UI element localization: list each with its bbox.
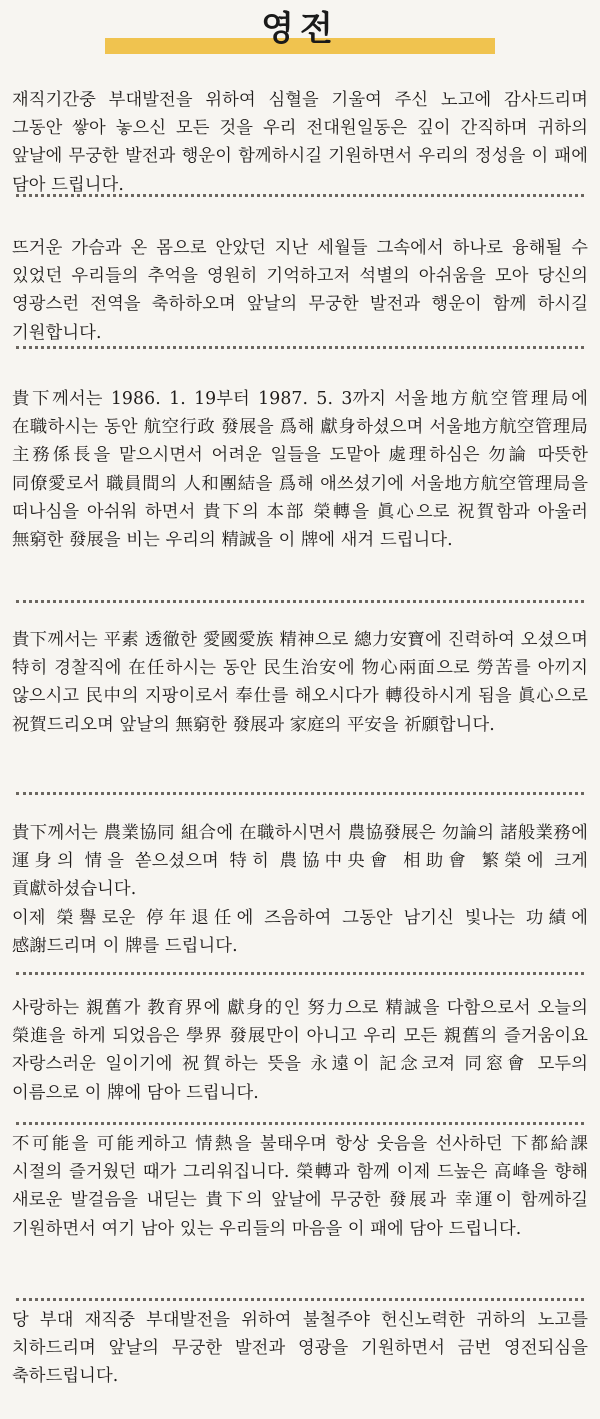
phrase-paragraph-7: 不可能을 可能케하고 情熱을 불태우며 항상 웃음을 선사하던 下都給課 시절의 즐거웠던 때가 그리워집니다. 榮轉과 함께 이제 드높은 高峰을 향해 새로운 발걸음을 내딛는 貴下의 앞날에 무궁한 發展과 幸運이 함께하길 기원하면서 여기 남아 있는 우리들의 마음을 이 패에 담아 드립니다.: [12, 1134, 588, 1239]
dotted-divider: [16, 600, 584, 603]
dotted-divider: [16, 792, 584, 795]
dotted-divider: [16, 1122, 584, 1125]
dotted-divider: [16, 1298, 584, 1301]
phrase-paragraph-8: 당 부대 재직중 부대발전을 위하여 불철주야 헌신노력한 귀하의 노고를 치하드리며 앞날의 무궁한 발전과 영광을 기원하면서 금번 영전되심을 축하드립니다.: [12, 1310, 588, 1387]
phrase-paragraph-1: 재직기간중 부대발전을 위하여 심혈을 기울여 주신 노고에 감사드리며 그동안 쌓아 놓으신 모든 것을 우리 전대원일동은 깊이 간직하며 귀하의 앞날에 무궁한 발전과 행운이 함께하시길 기원하면서 우리의 정성을 이 패에 담아 드립니다.: [12, 90, 588, 195]
page-title: 영전: [261, 9, 339, 49]
dotted-divider: [16, 972, 584, 975]
dotted-divider: [16, 194, 584, 197]
dotted-divider: [16, 346, 584, 349]
phrase-paragraph-4: 貴下께서는 平素 透徹한 愛國愛族 精神으로 總力安寶에 진력하여 오셨으며 特히 경찰직에 在任하시는 동안 民生治安에 物心兩面으로 勞苦를 아끼지 않으시고 民中의 지팡이로서 奉仕를 해오시다가 轉役하시게 됨을 眞心으로 祝賀드리오며 앞날의 無窮한 發展과 家庭의 平安을 祈願합니다.: [12, 630, 588, 735]
title-block: [0, 0, 600, 70]
phrase-paragraph-6: 사랑하는 親舊가 教育界에 獻身的인 努力으로 精誠을 다함으로서 오늘의 榮進을 하게 되었음은 學界 發展만이 아니고 우리 모든 親舊의 즐거움이요 자랑스러운 일이기에 祝賀하는 뜻을 永遠이 記念코져 同窓會 모두의 이름으로 이 牌에 담아 드립니다.: [12, 998, 588, 1103]
phrase-paragraph-3: 貴下께서는 1986. 1. 19부터 1987. 5. 3까지 서울地方航空管理局에 在職하시는 동안 航空行政 發展을 爲해 獻身하셨으며 서울地方航空管理局 主務係長을 맡으시면서 어려운 일들을 도맡아 處理하심은 勿論 따뜻한 同僚愛로서 職員間의 人和團結을 爲해 애쓰셨기에 서울地方航空管理局을 떠나심을 아쉬워 하면서 貴下의 本部 榮轉을 眞心으로 祝賀함과 아울러 無窮한 發展을 비는 우리의 精誠을 이 牌에 새겨 드립니다.: [12, 389, 588, 551]
phrase-paragraph-5: 貴下께서는 農業協同 組合에 在職하시면서 農協發展은 勿論의 諸般業務에 運身의 情을 쏟으셨으며 特히 農協中央會 相助會 繁榮에 크게 貢獻하셨습니다. 이제 榮譽로운 停年退任에 즈음하여 그동안 남기신 빛나는 功績에 感謝드리며 이 牌를 드립니다.: [12, 823, 588, 956]
phrase-paragraph-2: 뜨거운 가슴과 온 몸으로 안았던 지난 세월들 그속에서 하나로 융해될 수 있었던 우리들의 추억을 영원히 기억하고저 석별의 아쉬움을 모아 당신의 영광스런 전역을 축하하오며 앞날의 무궁한 발전과 행운이 함께 하시길 기원합니다.: [12, 238, 588, 343]
